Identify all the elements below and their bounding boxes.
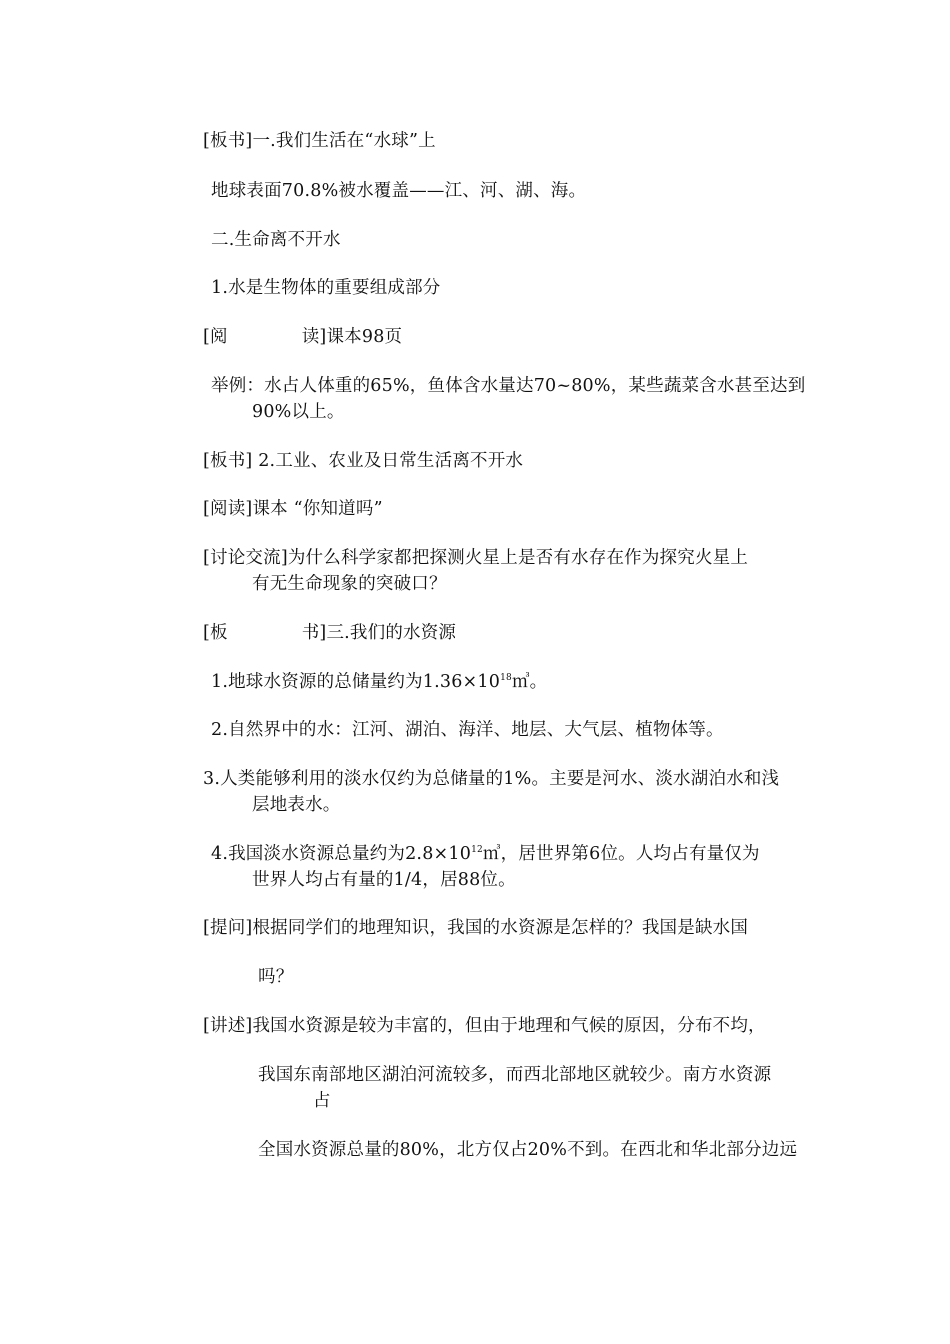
heading-board-3 [203,621,456,645]
question-water-resources: [提问]根据同学们的地理知识，我国的水资源是怎样的？我国是缺水国 [203,918,749,938]
reading-did-you-know: [阅读]课本 “你知道吗” [203,499,383,519]
reading-label-part2: 读]课本98页 [301,327,403,347]
discussion-mars-cont: 有无生命现象的突破口？ [252,574,447,594]
heading-board-1: [板书]一.我们生活在“水球”上 [203,131,436,151]
item-water-organisms: 1.水是生物体的重要组成部分 [211,278,441,298]
reading-label-part1: [阅 [203,327,228,347]
lecture-distribution-line3: 全国水资源总量的80%，北方仅占20%不到。在西北和华北部分边远 [258,1140,798,1160]
example-water-content-cont: 90%以上。 [252,402,345,422]
lecture-distribution-line2-cont: 占 [313,1091,331,1111]
heading-board-2: [板书] 2.工业、农业及日常生活离不开水 [203,451,524,471]
item-usable-freshwater-cont: 层地表水。 [252,795,341,815]
item-usable-freshwater: 3.人类能够利用的淡水仅约为总储量的1%。主要是河水、淡水湖泊水和浅 [203,769,780,789]
item-china-freshwater [211,842,760,866]
item-china-freshwater-cont: 世界人均占有量的1/4，居88位。 [252,870,516,890]
example-water-content: 举例：水占人体重的65%，鱼体含水量达70~80%，某些蔬菜含水甚至达到 [211,376,806,396]
board-label-part1: [板 [203,623,228,643]
item-total-water-storage [211,670,547,694]
question-water-resources-cont: 吗？ [258,967,294,987]
storage-unit: ㎥。 [511,672,548,692]
board-label-part2: 书]三.我们的水资源 [301,623,457,643]
reading-textbook-98 [203,325,402,349]
lecture-distribution-line2: 我国东南部地区湖泊河流较多，而西北部地区就较少。南方水资源 [258,1065,772,1085]
discussion-mars: [讨论交流]为什么科学家都把探测火星上是否有水存在作为探究火星上 [203,548,749,568]
paragraph-earth-surface: 地球表面70.8%被水覆盖——江、河、湖、海。 [211,181,587,201]
storage-exponent: 18 [500,673,512,683]
china-freshwater-text-cont: ㎥，居世界第6位。人均占有量仅为 [482,844,760,864]
storage-text: 1.地球水资源的总储量约为1.36×10 [211,672,501,692]
lecture-distribution: [讲述]我国水资源是较为丰富的，但由于地理和气候的原因，分布不均， [203,1016,766,1036]
heading-life-needs-water: 二.生命离不开水 [211,230,341,250]
china-freshwater-exponent: 12 [471,845,483,855]
item-natural-water: 2.自然界中的水：江河、湖泊、海洋、地层、大气层、植物体等。 [211,720,724,740]
china-freshwater-text: 4.我国淡水资源总量约为2.8×10 [211,844,472,864]
